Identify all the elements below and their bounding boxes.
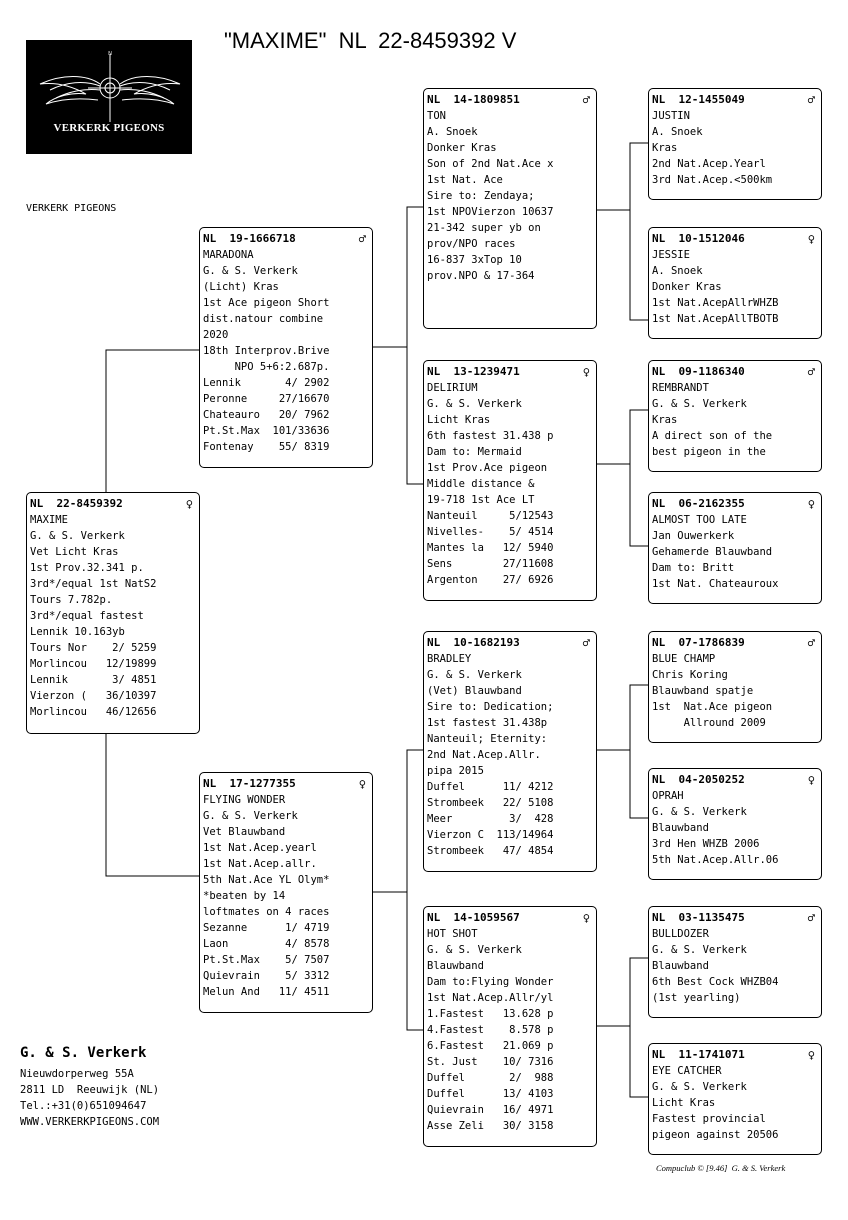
info-line: (Vet) Blauwband bbox=[427, 685, 522, 697]
ring-number: NL 10-1682193 ♂ bbox=[427, 636, 590, 650]
owner-name: G. & S. Verkerk bbox=[20, 1045, 147, 1061]
info-line: G. & S. Verkerk bbox=[652, 944, 747, 956]
race-result: Quievrain 5/ 3312 bbox=[203, 970, 330, 982]
pigeon-name: HOT SHOT bbox=[427, 928, 478, 940]
info-line: Chris Koring bbox=[652, 669, 728, 681]
pigeon-name: BRADLEY bbox=[427, 653, 472, 665]
race-result: Lennik 3/ 4851 bbox=[30, 674, 157, 686]
info-line: Licht Kras bbox=[427, 414, 491, 426]
info-line: Donker Kras bbox=[427, 142, 497, 154]
info-line: G. & S. Verkerk bbox=[652, 806, 747, 818]
info-line: G. & S. Verkerk bbox=[652, 398, 747, 410]
info-line: 3rd Nat.Acep.<500km bbox=[652, 174, 773, 186]
pigeon-name: JUSTIN bbox=[652, 110, 690, 122]
female-icon: ♀ bbox=[807, 1048, 815, 1062]
race-result: Duffel 13/ 4103 bbox=[427, 1088, 554, 1100]
info-line: Dam to: Britt bbox=[652, 562, 735, 574]
male-icon: ♂ bbox=[358, 232, 366, 246]
info-line: G. & S. Verkerk bbox=[30, 530, 125, 542]
pigeon-card-grandsire-maternal[interactable] bbox=[423, 631, 597, 872]
race-result: Duffel 2/ 988 bbox=[427, 1072, 554, 1084]
ring-number: NL 10-1512046 ♀ bbox=[652, 232, 815, 246]
pigeon-name: ALMOST TOO LATE bbox=[652, 514, 747, 526]
race-result: Strombeek 47/ 4854 bbox=[427, 845, 554, 857]
info-line: 1st Prov.32.341 p. bbox=[30, 562, 144, 574]
owner-website-link[interactable]: WWW.VERKERKPIGEONS.COM bbox=[20, 1116, 160, 1128]
race-result: Lennik 4/ 2902 bbox=[203, 377, 330, 389]
race-result: Chateauro 20/ 7962 bbox=[203, 409, 330, 421]
ring-number: NL 22-8459392 ♀ bbox=[30, 497, 193, 511]
info-line: loftmates on 4 races bbox=[203, 906, 330, 918]
race-result: Melun And 11/ 4511 bbox=[203, 986, 330, 998]
info-line: Sire to: Dedication; bbox=[427, 701, 554, 713]
info-line: (Licht) Kras bbox=[203, 281, 279, 293]
info-line: Blauwband spatje bbox=[652, 685, 754, 697]
info-line: 6th Best Cock WHZB04 bbox=[652, 976, 779, 988]
info-line: 4.Fastest 8.578 p bbox=[427, 1024, 554, 1036]
male-icon: ♂ bbox=[807, 636, 815, 650]
info-line: Kras bbox=[652, 414, 678, 426]
race-result: Sens 27/11608 bbox=[427, 558, 554, 570]
page-title: "MAXIME" NL 22-8459392 V bbox=[224, 28, 517, 53]
pigeon-name: OPRAH bbox=[652, 790, 684, 802]
pigeon-card-dam[interactable] bbox=[199, 772, 373, 1013]
female-icon: ♀ bbox=[582, 911, 590, 925]
pigeon-card-ancestor-4[interactable] bbox=[648, 492, 822, 604]
female-icon: ♀ bbox=[807, 497, 815, 511]
info-line: Tours 7.782p. bbox=[30, 594, 113, 606]
info-line: 6th fastest 31.438 p bbox=[427, 430, 554, 442]
race-result: Argenton 27/ 6926 bbox=[427, 574, 554, 586]
pigeon-card-ancestor-3[interactable] bbox=[648, 360, 822, 472]
race-result: Duffel 11/ 4212 bbox=[427, 781, 554, 793]
info-line: Blauwband bbox=[652, 822, 709, 834]
info-line: pipa 2015 bbox=[427, 765, 484, 777]
info-line: 6.Fastest 21.069 p bbox=[427, 1040, 554, 1052]
subtitle: VERKERK PIGEONS bbox=[26, 203, 117, 214]
owner-contact bbox=[20, 1043, 159, 1130]
info-line: Lennik 10.163yb bbox=[30, 626, 125, 638]
logo-text: VERKERK PIGEONS bbox=[53, 122, 165, 134]
ring-number: NL 17-1277355 ♀ bbox=[203, 777, 366, 791]
pigeon-card-ancestor-5[interactable] bbox=[648, 631, 822, 743]
pigeon-name: MARADONA bbox=[203, 249, 254, 261]
info-line: Nanteuil; Eternity: bbox=[427, 733, 548, 745]
info-line: Dam to: Mermaid bbox=[427, 446, 522, 458]
info-line: 1st Nat.AcepAllrWHZB bbox=[652, 297, 779, 309]
info-line: 3rd*/equal fastest bbox=[30, 610, 144, 622]
race-result: Tours Nor 2/ 5259 bbox=[30, 642, 157, 654]
info-line: 2nd Nat.Acep.Yearl bbox=[652, 158, 766, 170]
info-line: 1st Nat.Acep.Allr/yl bbox=[427, 992, 554, 1004]
pigeon-name: REMBRANDT bbox=[652, 382, 709, 394]
info-line: Dam to:Flying Wonder bbox=[427, 976, 554, 988]
female-icon: ♀ bbox=[185, 497, 193, 511]
race-result: Meer 3/ 428 bbox=[427, 813, 554, 825]
info-line: A. Snoek bbox=[427, 126, 478, 138]
pigeon-card-ancestor-2[interactable] bbox=[648, 227, 822, 339]
male-icon: ♂ bbox=[807, 911, 815, 925]
info-line: 5th Nat.Acep.Allr.06 bbox=[652, 854, 779, 866]
race-result: Asse Zeli 30/ 3158 bbox=[427, 1120, 554, 1132]
info-line: 1st Nat. Chateauroux bbox=[652, 578, 779, 590]
info-line: Licht Kras bbox=[652, 1097, 716, 1109]
owner-postcode: 2811 LD Reeuwijk (NL) bbox=[20, 1084, 160, 1096]
info-line: 19-718 1st Ace LT bbox=[427, 494, 535, 506]
info-line: A. Snoek bbox=[652, 265, 703, 277]
info-line: 1st Nat.Acep.allr. bbox=[203, 858, 317, 870]
info-line: pigeon against 20506 bbox=[652, 1129, 779, 1141]
race-result: Strombeek 22/ 5108 bbox=[427, 797, 554, 809]
info-line: A. Snoek bbox=[652, 126, 703, 138]
info-line: Jan Ouwerkerk bbox=[652, 530, 735, 542]
race-result: Peronne 27/16670 bbox=[203, 393, 330, 405]
pigeon-name: BLUE CHAMP bbox=[652, 653, 716, 665]
race-result: Pt.St.Max 101/33636 bbox=[203, 425, 330, 437]
pigeon-card-granddam-maternal[interactable] bbox=[423, 906, 597, 1147]
info-line: best pigeon in the bbox=[652, 446, 766, 458]
info-line: 3rd Hen WHZB 2006 bbox=[652, 838, 760, 850]
pigeon-name: MAXIME bbox=[30, 514, 68, 526]
info-line: 3rd*/equal 1st NatS2 bbox=[30, 578, 157, 590]
info-line: 16-837 3xTop 10 bbox=[427, 254, 522, 266]
pigeon-card-grandsire-paternal[interactable] bbox=[423, 88, 597, 329]
info-line: Allround 2009 bbox=[652, 717, 766, 729]
ring-number: NL 13-1239471 ♀ bbox=[427, 365, 590, 379]
ring-number: NL 14-1059567 ♀ bbox=[427, 911, 590, 925]
pigeon-card-ancestor-7[interactable] bbox=[648, 906, 822, 1018]
pigeon-name: EYE CATCHER bbox=[652, 1065, 722, 1077]
info-line: Middle distance & bbox=[427, 478, 535, 490]
race-result: Morlincou 46/12656 bbox=[30, 706, 157, 718]
ring-number: NL 19-1666718 ♂ bbox=[203, 232, 366, 246]
info-line: G. & S. Verkerk bbox=[203, 810, 298, 822]
footer-credit: Compuclub © [9.46] G. & S. Verkerk bbox=[656, 1163, 786, 1173]
info-line: 2nd Nat.Acep.Allr. bbox=[427, 749, 541, 761]
ring-number: NL 04-2050252 ♀ bbox=[652, 773, 815, 787]
race-result: Nivelles- 5/ 4514 bbox=[427, 526, 554, 538]
info-line: NPO 5+6:2.687p. bbox=[203, 361, 330, 373]
race-result: Nanteuil 5/12543 bbox=[427, 510, 554, 522]
info-line: 18th Interprov.Brive bbox=[203, 345, 330, 357]
info-line: Gehamerde Blauwband bbox=[652, 546, 773, 558]
race-result: Vierzon ( 36/10397 bbox=[30, 690, 157, 702]
pigeon-name: JESSIE bbox=[652, 249, 690, 261]
info-line: 1st Nat.AcepAllTBOTB bbox=[652, 313, 779, 325]
info-line: Sire to: Zendaya; bbox=[427, 190, 535, 202]
info-line: 1st Nat.Acep.yearl bbox=[203, 842, 317, 854]
ring-number: NL 12-1455049 ♂ bbox=[652, 93, 815, 107]
pigeon-card-ancestor-1[interactable] bbox=[648, 88, 822, 200]
race-result: Quievrain 16/ 4971 bbox=[427, 1104, 554, 1116]
pigeon-card-granddam-paternal[interactable] bbox=[423, 360, 597, 601]
info-line: Vet Blauwband bbox=[203, 826, 286, 838]
info-line: 1st NPOVierzon 10637 bbox=[427, 206, 554, 218]
race-result: Mantes la 12/ 5940 bbox=[427, 542, 554, 554]
info-line: Blauwband bbox=[652, 960, 709, 972]
female-icon: ♀ bbox=[358, 777, 366, 791]
info-line: 1st Nat.Ace pigeon bbox=[652, 701, 773, 713]
female-icon: ♀ bbox=[807, 232, 815, 246]
info-line: prov/NPO races bbox=[427, 238, 516, 250]
pigeon-card-subject[interactable] bbox=[26, 492, 200, 734]
race-result: Pt.St.Max 5/ 7507 bbox=[203, 954, 330, 966]
ring-number: NL 03-1135475 ♂ bbox=[652, 911, 815, 925]
info-line: G. & S. Verkerk bbox=[427, 944, 522, 956]
info-line: Son of 2nd Nat.Ace x bbox=[427, 158, 554, 170]
info-line: Blauwband bbox=[427, 960, 484, 972]
info-line: 1.Fastest 13.628 p bbox=[427, 1008, 554, 1020]
info-line: Fastest provincial bbox=[652, 1113, 766, 1125]
info-line: (1st yearling) bbox=[652, 992, 741, 1004]
info-line: G. & S. Verkerk bbox=[427, 398, 522, 410]
pigeon-card-ancestor-6[interactable] bbox=[648, 768, 822, 880]
info-line: 1st Nat. Ace bbox=[427, 174, 503, 186]
female-icon: ♀ bbox=[807, 773, 815, 787]
info-line: prov.NPO & 17-364 bbox=[427, 270, 535, 282]
info-line: 1st fastest 31.438p bbox=[427, 717, 548, 729]
ring-number: NL 14-1809851 ♂ bbox=[427, 93, 590, 107]
info-line: Donker Kras bbox=[652, 281, 722, 293]
pigeon-name: FLYING WONDER bbox=[203, 794, 286, 806]
info-line: dist.natour combine bbox=[203, 313, 324, 325]
owner-address: Nieuwdorperweg 55A bbox=[20, 1068, 134, 1080]
pigeon-name: DELIRIUM bbox=[427, 382, 478, 394]
pigeon-name: TON bbox=[427, 110, 446, 122]
male-icon: ♂ bbox=[582, 93, 590, 107]
info-line: Kras bbox=[652, 142, 678, 154]
race-result: Sezanne 1/ 4719 bbox=[203, 922, 330, 934]
info-line: A direct son of the bbox=[652, 430, 773, 442]
info-line: G. & S. Verkerk bbox=[652, 1081, 747, 1093]
race-result: Fontenay 55/ 8319 bbox=[203, 441, 330, 453]
male-icon: ♂ bbox=[807, 93, 815, 107]
info-line: G. & S. Verkerk bbox=[427, 669, 522, 681]
owner-phone: Tel.:+31(0)651094647 bbox=[20, 1100, 147, 1112]
pigeon-card-sire[interactable] bbox=[199, 227, 373, 468]
pigeon-card-ancestor-8[interactable] bbox=[648, 1043, 822, 1155]
info-line: Vet Licht Kras bbox=[30, 546, 119, 558]
race-result: Vierzon C 113/14964 bbox=[427, 829, 554, 841]
info-line: 1st Prov.Ace pigeon bbox=[427, 462, 548, 474]
info-line: 2020 bbox=[203, 329, 229, 341]
pigeon-name: BULLDOZER bbox=[652, 928, 709, 940]
info-line: 21-342 super yb on bbox=[427, 222, 541, 234]
info-line: G. & S. Verkerk bbox=[203, 265, 298, 277]
info-line: 1st Ace pigeon Short bbox=[203, 297, 330, 309]
ring-number: NL 06-2162355 ♀ bbox=[652, 497, 815, 511]
male-icon: ♂ bbox=[582, 636, 590, 650]
ring-number: NL 11-1741071 ♀ bbox=[652, 1048, 815, 1062]
male-icon: ♂ bbox=[807, 365, 815, 379]
info-line: *beaten by 14 bbox=[203, 890, 286, 902]
female-icon: ♀ bbox=[582, 365, 590, 379]
race-result: St. Just 10/ 7316 bbox=[427, 1056, 554, 1068]
svg-text:N: N bbox=[108, 51, 112, 57]
info-line: 5th Nat.Ace YL Olym* bbox=[203, 874, 330, 886]
ring-number: NL 07-1786839 ♂ bbox=[652, 636, 815, 650]
race-result: Morlincou 12/19899 bbox=[30, 658, 157, 670]
race-result: Laon 4/ 8578 bbox=[203, 938, 330, 950]
ring-number: NL 09-1186340 ♂ bbox=[652, 365, 815, 379]
